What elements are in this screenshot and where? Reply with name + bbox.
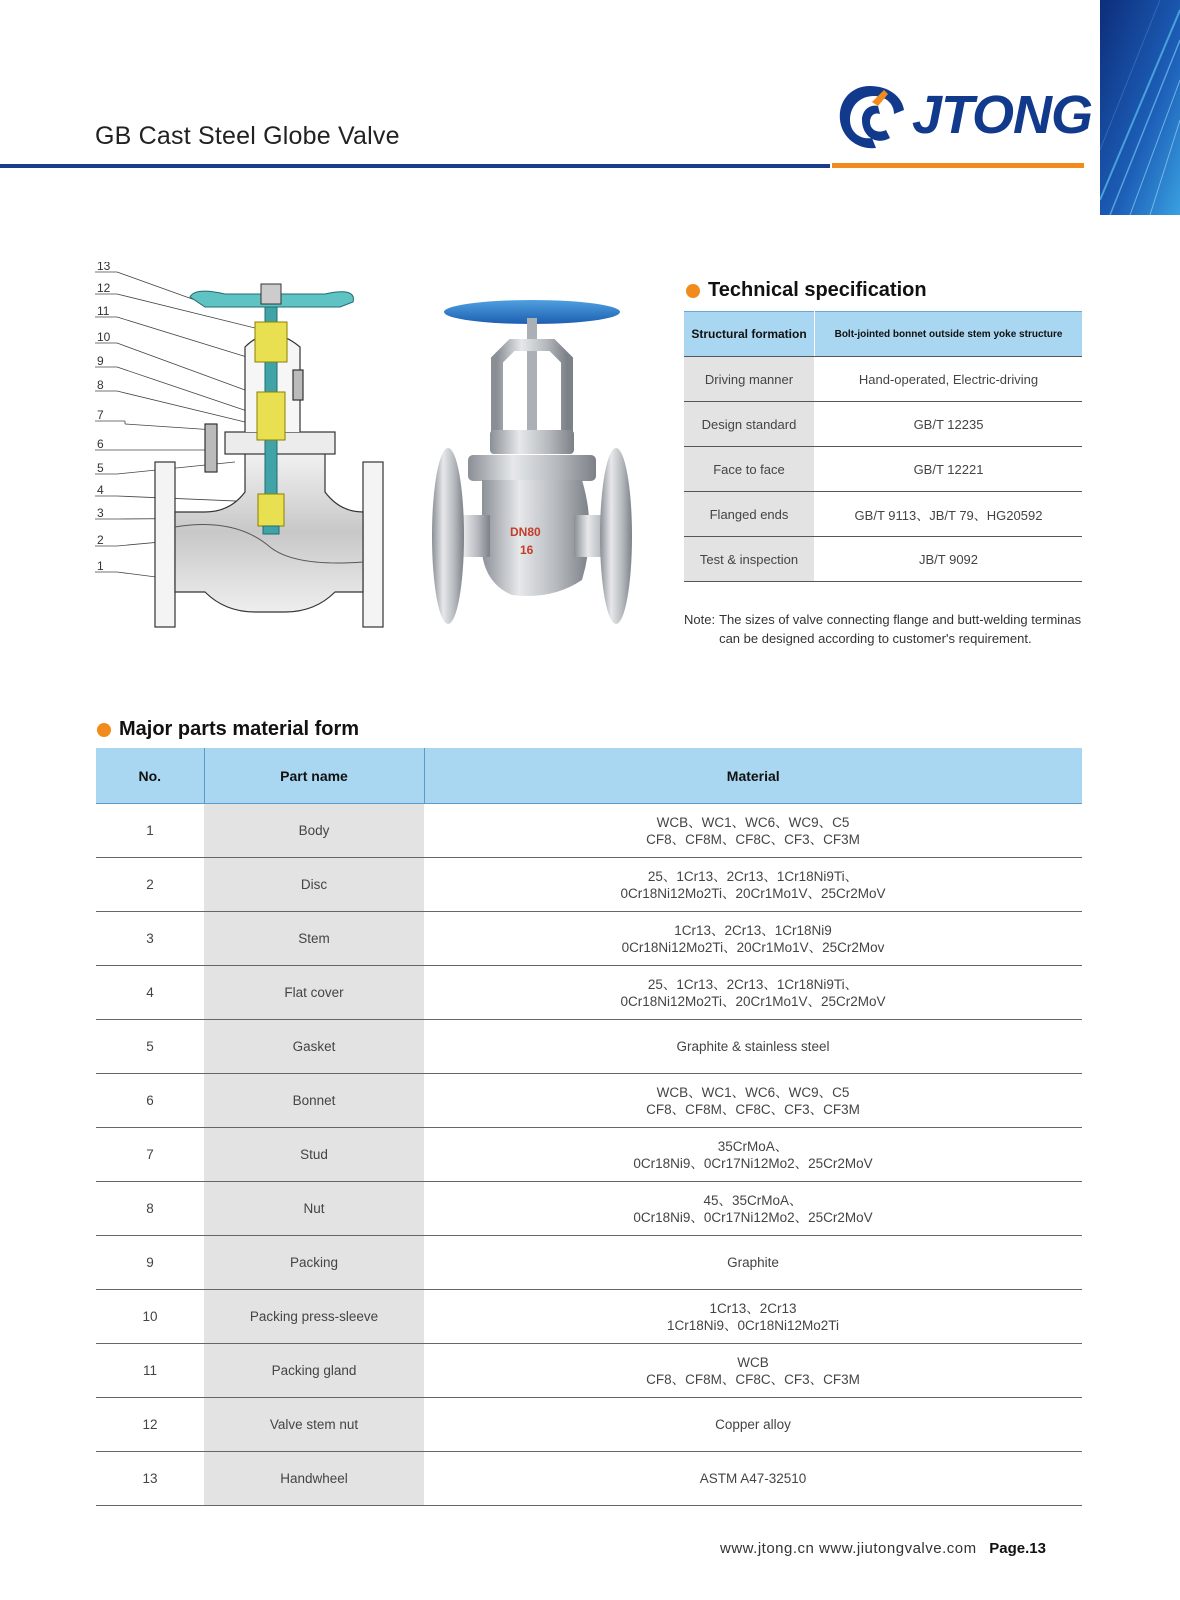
table-row [96,1344,1082,1398]
material-line-1: ASTM A47-32510 [699,1471,807,1486]
part-no-text: 5 [146,1039,154,1054]
part-no [96,1236,204,1290]
material-line-1: Copper alloy [715,1417,791,1432]
spec-key: Design standard [684,402,815,447]
part-name-text: Stud [300,1147,328,1162]
spec-row [684,357,1082,402]
part-name-text: Bonnet [292,1093,336,1108]
part-name [204,804,424,858]
spec-row [684,447,1082,492]
part-no-text: 4 [146,985,154,1000]
part-name-text: Flat cover [284,985,344,1000]
material-line-1: WCB [737,1354,769,1370]
part-no-text: 8 [146,1201,154,1216]
part-material [424,804,1082,858]
part-no [96,858,204,912]
part-name-text: Gasket [292,1039,336,1054]
part-name [204,1452,424,1506]
part-name-text: Stem [298,931,330,946]
part-name-text: Valve stem nut [269,1417,359,1432]
material-line-1: 25、1Cr13、2Cr13、1Cr18Ni9Ti、 [647,868,859,884]
spec-value: GB/T 12235 [815,402,1083,447]
part-name [204,1344,424,1398]
part-name [204,1236,424,1290]
spec-row [684,402,1082,447]
table-row [96,804,1082,858]
logo-swirl-icon [832,80,908,156]
parts-heading-text: Major parts material form [119,718,360,740]
part-material [424,1290,1082,1344]
part-no-text: 2 [146,877,154,892]
part-no [96,1182,204,1236]
material-line-2: 0Cr18Ni12Mo2Ti、20Cr1Mo1V、25Cr2MoV [620,885,886,901]
callout-11: 11 [97,304,110,318]
callout-13: 13 [97,262,111,273]
part-name [204,858,424,912]
material-line-2: 0Cr18Ni9、0Cr17Ni12Mo2、25Cr2MoV [633,1209,873,1225]
part-name [204,1128,424,1182]
part-name-text: Packing gland [271,1363,357,1378]
callout-12: 12 [97,281,111,295]
spec-value: Bolt-jointed bonnet outside stem yoke structure [815,312,1083,357]
table-row [96,1074,1082,1128]
spec-value: Hand-operated, Electric-driving [815,357,1083,402]
part-name-text: Nut [303,1201,325,1216]
valve-product-photo [432,300,642,640]
material-line-2: 1Cr18Ni9、0Cr18Ni12Mo2Ti [666,1317,840,1333]
col-no: No. [96,748,204,804]
part-name [204,1020,424,1074]
part-no [96,1128,204,1182]
part-material [424,966,1082,1020]
part-no [96,1452,204,1506]
table-row [96,1236,1082,1290]
spec-table [684,311,1082,582]
table-row [96,1128,1082,1182]
material-line-2: 0Cr18Ni9、0Cr17Ni12Mo2、25Cr2MoV [633,1155,873,1171]
part-no [96,804,204,858]
part-material [424,1452,1082,1506]
spec-row [684,312,1082,357]
table-row [96,1020,1082,1074]
spec-note-label: Note: [684,612,716,627]
part-name [204,1290,424,1344]
part-no [96,966,204,1020]
orange-bullet-icon [97,723,111,737]
brand-logo-text: JTONG [912,85,1093,145]
part-material [424,1128,1082,1182]
part-material [424,858,1082,912]
callout-7: 7 [97,408,104,422]
casting-mark-size: DN80 [510,525,541,539]
table-row [96,858,1082,912]
part-material [424,1236,1082,1290]
part-name [204,966,424,1020]
spec-value: GB/T 9113、JB/T 79、HG20592 [815,492,1083,537]
header-rule-blue [0,164,830,168]
parts-heading [97,718,359,741]
part-no [96,1290,204,1344]
spec-value: JB/T 9092 [815,537,1083,582]
part-no [96,1344,204,1398]
spec-key: Driving manner [684,357,815,402]
callout-10: 10 [97,330,111,344]
material-line-1: 1Cr13、2Cr13 [709,1300,797,1316]
part-name-text: Body [298,823,330,838]
part-material [424,1182,1082,1236]
material-line-2: CF8、CF8M、CF8C、CF3、CF3M [646,831,860,847]
callout-8: 8 [97,378,104,392]
spec-key: Face to face [684,447,815,492]
corner-stripe-decoration [1100,0,1180,215]
part-no-text: 12 [142,1417,158,1432]
part-no [96,912,204,966]
callout-2: 2 [97,533,104,547]
table-row [96,1182,1082,1236]
part-no-text: 1 [146,823,154,838]
parts-table [96,748,1082,1506]
part-material [424,912,1082,966]
valve-section-drawing [95,262,425,647]
material-line-2: 0Cr18Ni12Mo2Ti、20Cr1Mo1V、25Cr2Mov [621,939,885,955]
part-name-text: Packing press-sleeve [249,1309,379,1324]
col-part-name: Part name [204,748,424,804]
material-line-2: CF8、CF8M、CF8C、CF3、CF3M [646,1371,860,1387]
spec-heading-text: Technical specification [708,279,927,301]
footer-urls: www.jtong.cn www.jiutongvalve.com [720,1540,977,1557]
spec-row [684,537,1082,582]
callout-3: 3 [97,506,104,520]
material-line-1: Graphite & stainless steel [676,1039,830,1054]
material-line-2: 0Cr18Ni12Mo2Ti、20Cr1Mo1V、25Cr2MoV [620,993,886,1009]
spec-value: GB/T 12221 [815,447,1083,492]
part-name [204,912,424,966]
part-no [96,1398,204,1452]
document-title: GB Cast Steel Globe Valve [95,122,400,150]
material-line-1: 25、1Cr13、2Cr13、1Cr18Ni9Ti、 [647,976,859,992]
casting-mark-pressure: 16 [520,543,534,557]
callout-6: 6 [97,437,104,451]
part-name-text: Packing [289,1255,339,1270]
part-material [424,1344,1082,1398]
callout-4: 4 [97,483,104,497]
page-footer [720,1540,1046,1557]
part-name [204,1398,424,1452]
material-line-1: 35CrMoA、 [717,1138,789,1154]
spec-note-text: The sizes of valve connecting flange and butt-welding terminas can be designed according to customer's requirement. [719,612,1082,646]
part-no-text: 6 [146,1093,154,1108]
orange-bullet-icon [686,284,700,298]
spec-row [684,492,1082,537]
spec-key: Flanged ends [684,492,815,537]
part-material [424,1020,1082,1074]
part-material [424,1398,1082,1452]
part-no-text: 13 [142,1471,158,1486]
part-no-text: 7 [146,1147,154,1162]
spec-note [684,610,1089,648]
table-row [96,912,1082,966]
material-line-1: Graphite [727,1255,779,1270]
material-line-1: WCB、WC1、WC6、WC9、C5 [656,1084,850,1100]
part-no-text: 9 [146,1255,154,1270]
material-line-1: 45、35CrMoA、 [703,1192,803,1208]
part-no [96,1020,204,1074]
part-no-text: 3 [146,931,154,946]
material-line-1: WCB、WC1、WC6、WC9、C5 [656,814,850,830]
part-name-text: Handwheel [280,1471,348,1486]
material-line-1: 1Cr13、2Cr13、1Cr18Ni9 [674,922,832,938]
spec-key: Structural formation [684,312,815,357]
col-material: Material [424,748,1082,804]
table-row [96,1398,1082,1452]
parts-header-row [96,748,1082,804]
table-row [96,1452,1082,1506]
header-rule-orange [832,163,1084,168]
table-row [96,966,1082,1020]
spec-key: Test & inspection [684,537,815,582]
part-name-text: Disc [300,877,328,892]
part-no-text: 10 [142,1309,158,1324]
table-row [96,1290,1082,1344]
part-no-text: 11 [142,1363,157,1378]
page-number: Page.13 [989,1540,1046,1557]
callout-1: 1 [97,559,104,573]
part-no [96,1074,204,1128]
part-name [204,1074,424,1128]
material-line-2: CF8、CF8M、CF8C、CF3、CF3M [646,1101,860,1117]
spec-heading [686,279,927,302]
callout-9: 9 [97,354,104,368]
brand-logo [912,84,1092,146]
part-material [424,1074,1082,1128]
part-name [204,1182,424,1236]
callout-5: 5 [97,461,104,475]
